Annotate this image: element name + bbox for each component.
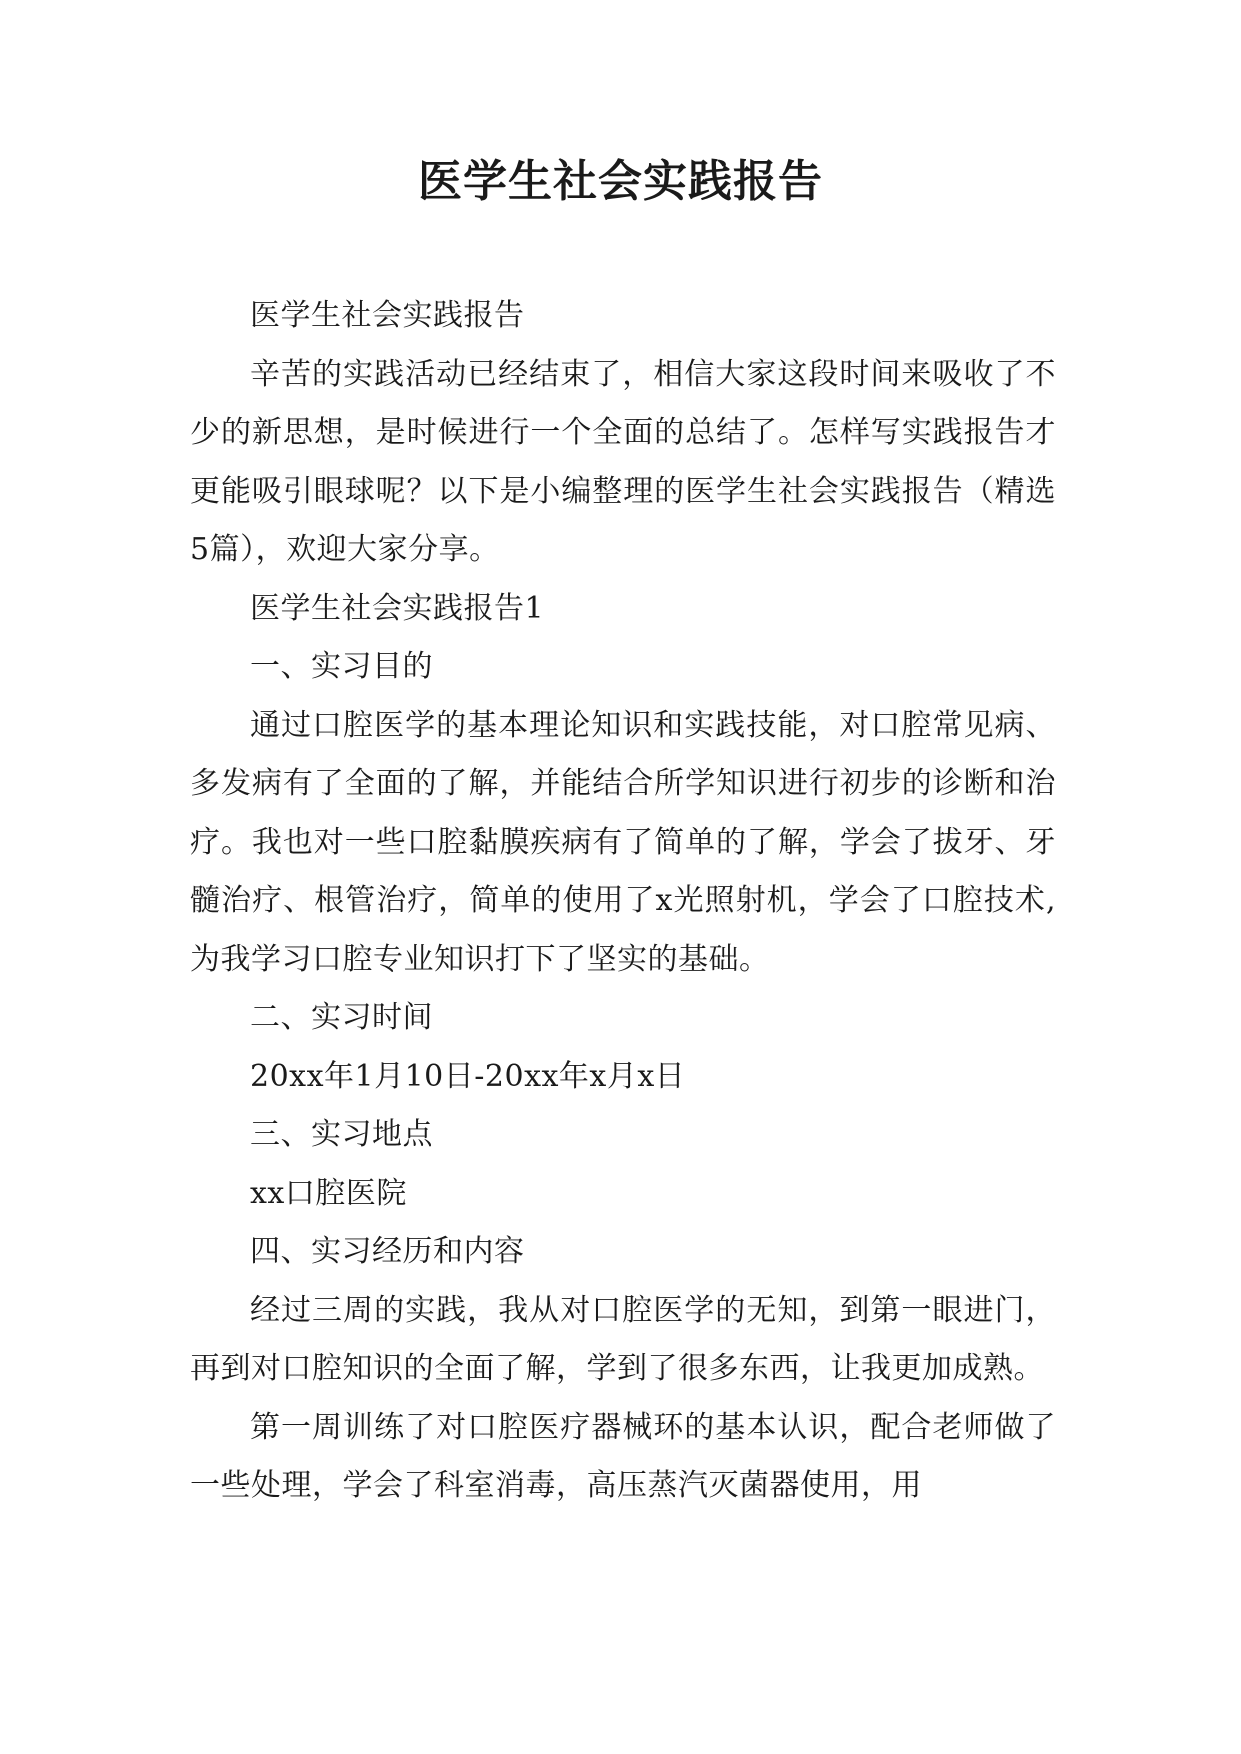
section-heading-report-1: 医学生社会实践报告1: [250, 590, 545, 626]
heading-internship-purpose: 一、实习目的: [250, 649, 433, 684]
heading-internship-time: 二、实习时间: [250, 1000, 433, 1035]
paragraph-time: 20xx年1月10日-20xx年x月x日: [250, 1058, 686, 1094]
paragraph-intro: 辛苦的实践活动已经结束了，相信大家这段时间来吸收了不少的新思想，是时候进行一个全面的总结了。怎样写实践报告才更能吸引眼球呢？以下是小编整理的医学生社会实践报告（精选5篇），欢迎大家分享。: [190, 356, 1056, 567]
heading-internship-experience: 四、实习经历和内容: [250, 1234, 525, 1269]
paragraph-subtitle: 医学生社会实践报告: [250, 298, 525, 333]
heading-internship-location: 三、实习地点: [250, 1117, 433, 1152]
document-title: 医学生社会实践报告: [418, 156, 823, 207]
paragraph-location: xx口腔医院: [250, 1175, 407, 1211]
paragraph-experience-summary: 经过三周的实践，我从对口腔医学的无知，到第一眼进门，再到对口腔知识的全面了解，学到了很多东西，让我更加成熟。: [190, 1292, 1056, 1386]
paragraph-first-week: 第一周训练了对口腔医疗器械环的基本认识，配合老师做了一些处理，学会了科室消毒，高压蒸汽灭菌器使用，用: [190, 1409, 1056, 1503]
paragraph-purpose: 通过口腔医学的基本理论知识和实践技能，对口腔常见病、多发病有了全面的了解，并能结合所学知识进行初步的诊断和治疗。我也对一些口腔黏膜疾病有了简单的了解，学会了拔牙、牙髓治疗、根管治疗，简单的使用了x光照射机，学会了口腔技术,为我学习口腔专业知识打下了坚实的基础。: [190, 707, 1056, 977]
document-body: [190, 287, 1056, 1516]
